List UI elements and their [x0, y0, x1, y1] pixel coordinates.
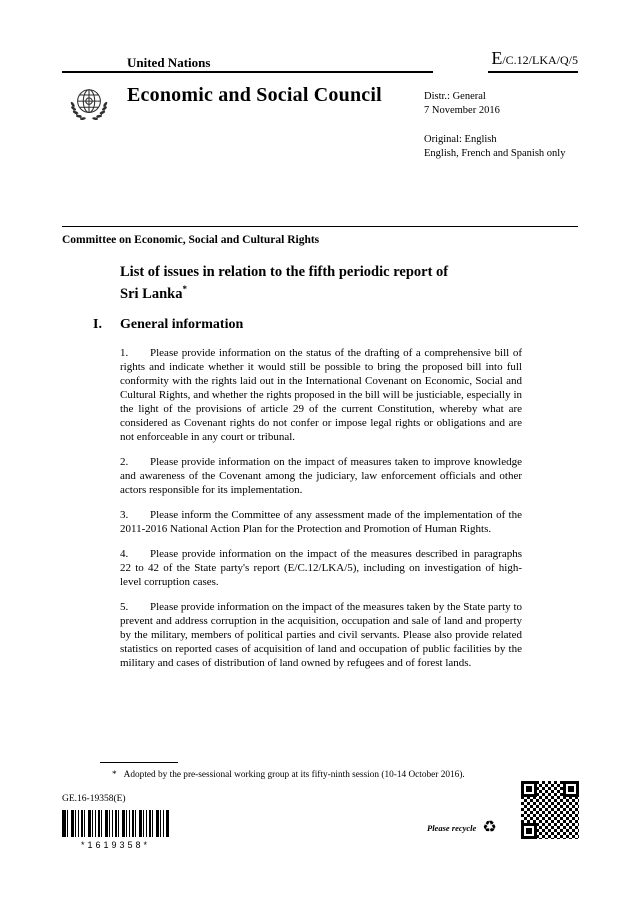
recycle-icon: ♻: [482, 819, 497, 836]
document-id: GE.16-19358(E): [62, 794, 126, 804]
paragraph-text: Please provide information on the impact of measures taken to improve knowledge and awareness of the Covenant among the judiciary, law enforcement officials and other actors responsible for its implementation.: [120, 456, 522, 496]
org-name: United Nations: [127, 55, 211, 70]
doc-symbol-series: E: [491, 48, 503, 68]
paragraph-list: [120, 346, 522, 681]
paragraph: [120, 600, 522, 670]
council-title: Economic and Social Council: [127, 84, 382, 106]
doc-symbol: [491, 48, 578, 69]
document-title: [120, 264, 570, 303]
distribution-block: [424, 90, 500, 117]
committee-name: Committee on Economic, Social and Cultural Rights: [62, 234, 320, 246]
section-divider-rule: [62, 226, 578, 227]
recycle-note: [427, 820, 497, 836]
paragraph: [120, 455, 522, 497]
paragraph-text: Please provide information on the impact of the measures described in paragraphs 22 to 42 of the State party's report (E/C.12/LKA/5), including on investigation of high-level corruption cases.: [120, 548, 522, 588]
document-title-line1: List of issues in relation to the fifth periodic report of: [120, 264, 449, 280]
paragraph: [120, 508, 522, 536]
title-footnote-marker: *: [182, 284, 187, 294]
original-language-block: [424, 133, 584, 160]
header-rule-left: [62, 71, 433, 73]
paragraph: [120, 346, 522, 444]
paragraph-number: 2.: [120, 456, 129, 468]
document-title-line2: Sri Lanka*: [120, 284, 187, 302]
qr-finder-icon: [521, 781, 537, 797]
barcode-text: *1619358*: [80, 840, 151, 850]
qr-code: [521, 781, 579, 839]
section-number: I.: [93, 317, 102, 332]
header-rule-right: [488, 71, 578, 73]
doc-symbol-number: /C.12/LKA/Q/5: [502, 53, 578, 67]
distr-line: Distr.: General: [424, 91, 486, 102]
recycle-label: Please recycle: [427, 823, 477, 833]
paragraph-number: 1.: [120, 347, 129, 359]
footnote-text: Adopted by the pre-sessional working group at its fifty-ninth session (10-14 October 2016).: [123, 770, 465, 780]
barcode: [62, 810, 169, 837]
original-line: Original: English: [424, 134, 497, 145]
paragraph-number: 4.: [120, 548, 129, 560]
paragraph-number: 5.: [120, 601, 129, 613]
footnote: [100, 769, 540, 781]
footnote-marker: *: [112, 770, 117, 780]
paragraph-text: Please provide information on the status of the drafting of a comprehensive bill of rights and indicate whether it would still be possible to bring the proposed bill into full conformity with the rights laid out in the International Covenant on Economic, Social and Cultural Rights, and whether the rights proposed in the bill will be justiciable, especially in the light of the provisions of article 29 of the current Constitution, whereby what are considered as Covenant rights do not confer or impose legal rights or obligations and are not enforceable in any court or tribunal.: [120, 347, 522, 443]
un-emblem-icon: [63, 80, 115, 137]
paragraph-text: Please inform the Committee of any assessment made of the implementation of the 2011-2016 National Action Plan for the Protection and Promotion of Human Rights.: [120, 509, 522, 535]
footnote-rule: [100, 762, 178, 763]
paragraph-text: Please provide information on the impact of the measures taken by the State party to prevent and address corruption in the acquisition, occupation and sale of land and property by the military, members of political parties and civil servants. Please also provide related statistics on reported cases of acquisition of land and occupation of public facilities by the military and cases of distribution of land owned by refugees and of forest lands.: [120, 601, 522, 669]
section-title: General information: [120, 317, 244, 332]
qr-finder-icon: [563, 781, 579, 797]
paragraph-number: 3.: [120, 509, 129, 521]
languages-line: English, French and Spanish only: [424, 147, 566, 159]
paragraph: [120, 547, 522, 589]
section-heading: [93, 317, 243, 333]
date-line: 7 November 2016: [424, 104, 500, 116]
qr-finder-icon: [521, 823, 537, 839]
